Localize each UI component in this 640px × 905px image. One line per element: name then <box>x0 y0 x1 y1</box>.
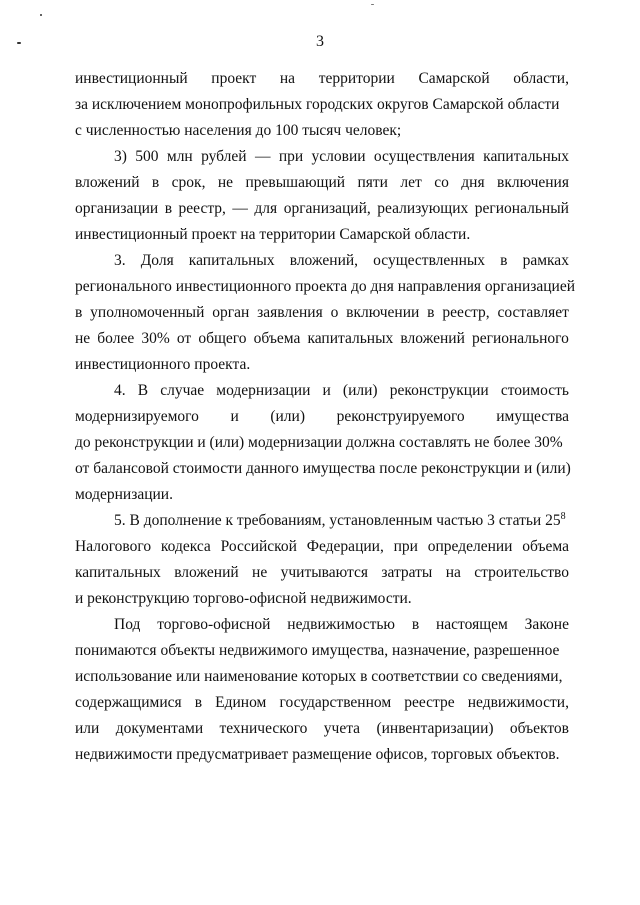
text-segment: 5. В дополнение к требованиям, установленным частью 3 статьи 25 <box>114 512 561 529</box>
word: капитальных <box>188 252 275 269</box>
word: млн <box>166 148 193 165</box>
text-line <box>75 170 569 196</box>
word: проект <box>211 70 257 87</box>
word: вложений <box>75 174 140 191</box>
text-line <box>75 560 569 586</box>
word: включения <box>497 174 569 191</box>
text-line <box>75 404 569 430</box>
word: капитальных <box>75 564 161 581</box>
text-line <box>75 326 569 352</box>
word: от <box>176 330 192 347</box>
word: составляет <box>497 304 569 321</box>
word: в <box>75 304 83 321</box>
word: модернизируемого <box>75 408 199 425</box>
scan-artifact <box>371 4 374 5</box>
word: более <box>97 330 135 347</box>
word: реконструкции <box>389 382 489 399</box>
word: организаций, <box>283 200 371 217</box>
word: Под <box>114 616 141 633</box>
word: (инвентаризации) <box>376 720 494 737</box>
word: Едином <box>215 694 267 711</box>
word: регионального <box>471 330 569 347</box>
word: объема <box>522 538 569 555</box>
word: случае <box>160 382 205 399</box>
document-body <box>75 66 576 768</box>
word: — <box>254 148 271 165</box>
word: не <box>252 564 268 581</box>
word: со <box>434 174 449 191</box>
text-line: и реконструкцию торгово-офисной недвижимости. <box>75 590 412 607</box>
text-line <box>75 690 569 716</box>
word: при <box>278 148 304 165</box>
word: общего <box>198 330 247 347</box>
word: технического <box>219 720 308 737</box>
text-line <box>75 300 569 326</box>
word: вложений <box>400 330 465 347</box>
text-line: регионального инвестиционного проекта до дня направления организацией <box>75 278 576 295</box>
word: строительство <box>474 564 569 581</box>
word: о <box>330 304 339 321</box>
word: 3) <box>114 148 127 165</box>
scan-artifact <box>40 14 42 16</box>
word: осуществления <box>373 148 475 165</box>
text-line <box>75 144 569 170</box>
word: вложений, <box>289 252 359 269</box>
word: в <box>500 252 508 269</box>
word: учета <box>323 720 361 737</box>
word: условии <box>311 148 366 165</box>
word: на <box>279 70 296 87</box>
text-line: понимаются объекты недвижимого имущества, назначение, разрешенное <box>75 642 560 659</box>
word: модернизации <box>216 382 311 399</box>
word: рублей <box>201 148 247 165</box>
text-line: недвижимости предусматривает размещение офисов, торговых объектов. <box>75 746 560 763</box>
text-line <box>75 534 569 560</box>
word: лет <box>400 174 422 191</box>
word: в <box>164 200 173 217</box>
text-line: за исключением монопрофильных городских округов Самарской области <box>75 96 560 113</box>
text-line <box>75 612 569 638</box>
word: В <box>137 382 149 399</box>
word: реестр, <box>442 304 490 321</box>
word: 3. <box>114 252 126 269</box>
word: рамках <box>522 252 569 269</box>
word: реализующих <box>377 200 469 217</box>
word: (или) <box>342 382 378 399</box>
word: региональный <box>474 200 569 217</box>
word: имущества <box>496 408 569 425</box>
word: и <box>230 408 239 425</box>
word: затраты <box>381 564 433 581</box>
word: Налогового <box>75 538 152 555</box>
word: пяти <box>357 174 388 191</box>
word: включении <box>346 304 420 321</box>
word: (или) <box>270 408 305 425</box>
word: настоящем <box>436 616 508 633</box>
word: срок, <box>171 174 206 191</box>
word: содержащимися <box>75 694 182 711</box>
word: области, <box>513 70 569 87</box>
text-line <box>75 66 569 92</box>
page-number: 3 <box>316 33 324 50</box>
word: реконструируемого <box>336 408 465 425</box>
word: при <box>393 538 418 555</box>
word: 500 <box>135 148 159 165</box>
word: и <box>322 382 331 399</box>
text-line <box>75 248 569 274</box>
word: объема <box>253 330 301 347</box>
text-line: от балансовой стоимости данного имущества после реконструкции и (или) <box>75 460 571 477</box>
word: для <box>254 200 278 217</box>
text-line: до реконструкции и (или) модернизации должна составлять не более 30% <box>75 434 563 451</box>
word: стоимость <box>500 382 569 399</box>
word: дня <box>461 174 485 191</box>
word: в <box>411 616 420 633</box>
text-line: с численностью населения до 100 тысяч человек; <box>75 122 402 139</box>
word: кодекса <box>160 538 211 555</box>
word: Самарской <box>418 70 490 87</box>
word: на <box>445 564 461 581</box>
text-line: модернизации. <box>75 486 173 503</box>
word: учитываются <box>280 564 368 581</box>
word: уполномоченный <box>90 304 205 321</box>
word: Законе <box>524 616 569 633</box>
word: — <box>232 200 248 217</box>
text-line <box>75 378 569 404</box>
word: 30% <box>141 330 170 347</box>
word: определении <box>427 538 513 555</box>
text-line: инвестиционного проекта. <box>75 356 251 373</box>
word: осуществленных <box>373 252 486 269</box>
word: Российской <box>220 538 297 555</box>
word: Федерации, <box>306 538 384 555</box>
word: в <box>427 304 435 321</box>
text-line <box>75 196 569 222</box>
word: капитальных <box>483 148 569 165</box>
word: орган <box>212 304 250 321</box>
word: превышающий <box>245 174 346 191</box>
word: инвестиционный <box>75 70 188 87</box>
word: объектов <box>509 720 569 737</box>
word: в <box>194 694 203 711</box>
word: или <box>75 720 100 737</box>
word: не <box>75 330 91 347</box>
text-line <box>75 716 569 742</box>
word: не <box>217 174 234 191</box>
word: 4. <box>114 382 126 399</box>
word: документами <box>115 720 204 737</box>
word: организации <box>75 200 159 217</box>
word: капитальных <box>307 330 394 347</box>
word: вложений <box>174 564 239 581</box>
word: в <box>151 174 160 191</box>
text-line: инвестиционный проект на территории Самарской области. <box>75 226 471 243</box>
text-line: использование или наименование которых в соответствии со сведениями, <box>75 668 563 685</box>
word: недвижимостью <box>287 616 396 633</box>
word: территории <box>318 70 395 87</box>
superscript: 8 <box>560 511 566 522</box>
word: реестре <box>404 694 455 711</box>
word: торгово-офисной <box>157 616 271 633</box>
word: Доля <box>140 252 174 269</box>
word: государственном <box>279 694 392 711</box>
text-line <box>75 508 569 534</box>
word: недвижимости, <box>467 694 569 711</box>
word: заявления <box>257 304 323 321</box>
word: реестр, <box>178 200 226 217</box>
